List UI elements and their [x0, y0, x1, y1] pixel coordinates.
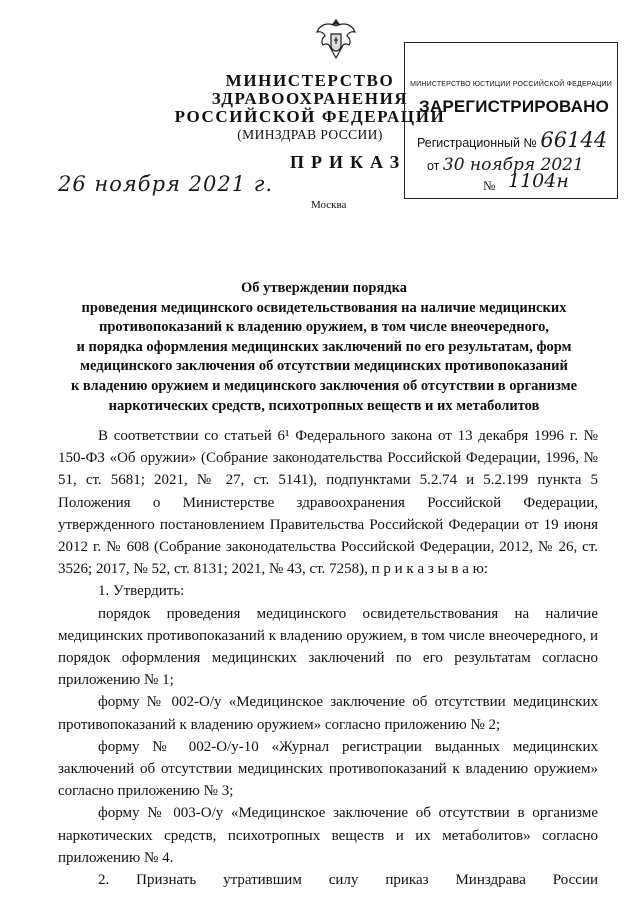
stamp-number-label: Регистрационный № — [417, 136, 537, 150]
ministry-line-1: МИНИСТЕРСТВО ЗДРАВООХРАНЕНИЯ — [211, 71, 409, 108]
coat-of-arms-emblem — [314, 14, 358, 64]
preamble-paragraph: В соответствии со статьей 6¹ Федерального закона от 13 декабря 1996 г. № 150-ФЗ «Об оружии» (Собрание законодательства Российской Федерации, 1996, № 51, ст. 5681; 2021, № 27, ст. 5141), подпунктами 5.2.74 и 5.2.199 пункта 5 Положения о Министерстве здравоохранения Российской Федерации, утвержденного постановлением Правительства Российской Федерации от 19 июня 2012 г. № 608 (Собрание законодательства Российской Федерации, 2012, № 26, ст. 3526; 2017, № 52, ст. 8131; 2021, № 43, ст. 7258), п р и к а з ы в а ю: — [58, 428, 598, 578]
item-1: 1. Утвердить: — [98, 583, 185, 600]
city: Москва — [311, 199, 347, 211]
ministry-short-name: (МИНЗДРАВ РОССИИ) — [237, 127, 383, 142]
order-number-value: 1104н — [508, 170, 569, 192]
stamp-date-value: 30 ноября 2021 — [442, 155, 584, 175]
ministry-line-2: РОССИЙСКОЙ ФЕДЕРАЦИИ — [174, 107, 446, 126]
item-2: 2. Признать утратившим силу приказ Минздрава России — [98, 872, 598, 889]
order-number-label: № — [483, 178, 496, 193]
document-body — [58, 425, 598, 891]
title-line: противопоказаний к владению оружием, в том числе внеочередного, — [99, 319, 549, 336]
stamp-authority: МИНИСТЕРСТВО ЮСТИЦИИ РОССИЙСКОЙ ФЕДЕРАЦИИ — [410, 81, 612, 88]
sub-item-4: форму № 003-О/у «Медицинское заключение об отсутствии в организме наркотических средств, психотропных веществ и их метаболитов» согласно приложению № 4. — [58, 805, 598, 866]
title-line: Об утверждении порядка — [240, 280, 408, 296]
sub-item-2: форму № 002-О/у «Медицинское заключение об отсутствии медицинских противопоказаний к владению оружием» согласно приложению № 2; — [58, 694, 598, 733]
stamp-date-prefix: от — [427, 159, 440, 173]
sub-item-1: порядок проведения медицинского освидетельствования на наличие медицинских противопоказаний к владению оружием, в том числе внеочередного, и порядок оформления медицинских заключений по его результатам согласно приложению № 1; — [58, 605, 598, 689]
title-line: наркотических средств, психотропных веществ и их метаболитов — [108, 397, 540, 414]
stamp-registered: ЗАРЕГИСТРИРОВАНО — [419, 97, 610, 116]
title-line: проведения медицинского освидетельствования на наличие медицинских — [81, 299, 567, 316]
stamp-number — [417, 128, 607, 152]
title-line: медицинского заключения об отсутствии медицинских противопоказаний — [80, 358, 568, 375]
order-date: 26 ноября 2021 г. — [58, 172, 274, 196]
title-line: и порядка оформления медицинских заключений по его результатам, форм — [76, 338, 572, 355]
sub-item-3: форму № 002-О/у-10 «Журнал регистрации выданных медицинских заключений об отсутствии медицинских противопоказаний к владению оружием» согласно приложению № 3; — [58, 738, 598, 800]
stamp-number-value: 66144 — [540, 128, 608, 152]
document-title — [56, 279, 592, 416]
title-line: к владению оружием и медицинского заключения об отсутствии в организме — [70, 377, 578, 394]
document-type: ПРИКАЗ — [290, 152, 407, 172]
